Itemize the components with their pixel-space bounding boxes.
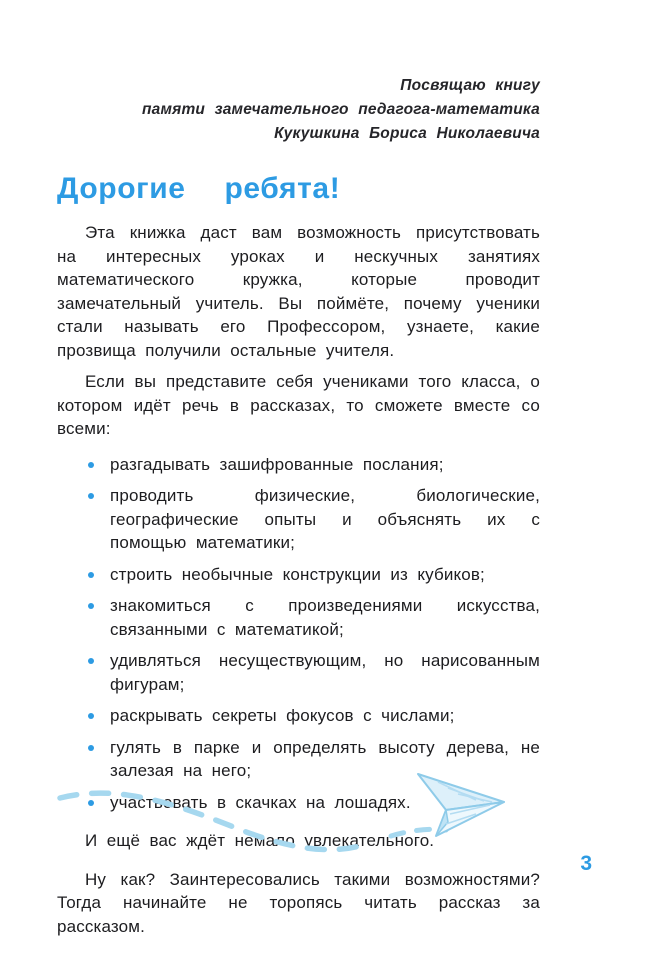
list-item: участвовать в скачках на лошадях. [110,791,540,815]
dedication-line-1: Посвящаю книгу [400,77,540,94]
page-number: 3 [580,852,592,875]
list-item: строить необычные конструкции из кубиков; [110,563,540,587]
intro-paragraph-1: Эта книжка даст вам возможность присутствовать на интересных уроках и нескучных занятиях математического кружка, которые проводит замечательный учитель. Вы поймёте, почему ученики стали называть его Профессором, узнаете, какие прозвища получили остальные учителя. [57,223,540,360]
dedication-line-3: Кукушкина Бориса Николаевича [274,125,540,142]
dedication [57,74,540,146]
list-item: гулять в парке и определять высоту дерева, не залезая на него; [110,736,540,783]
list-item: знакомиться с произведениями искусства, связанными с математикой; [110,594,540,641]
page-title: Дорогие ребята! [57,172,341,205]
outro-paragraph-2: Ну как? Заинтересовались такими возможностями? Тогда начинайте не торопясь читать рассказ за рассказом. [57,869,540,936]
list-item: удивляться несуществующим, но нарисованным фигурам; [110,649,540,696]
intro-paragraph-2: Если вы представите себя учениками того класса, о котором идёт речь в рассказах, то сможете вместе со всеми: [57,372,540,438]
outro-paragraph-1: И ещё вас ждёт немало увлекательного. [85,831,435,850]
list-item: раскрывать секреты фокусов с числами; [110,704,540,728]
list-item: проводить физические, биологические, географические опыты и объяснять их с помощью математики; [110,484,540,555]
dedication-line-2: памяти замечательного педагога-математика [141,101,540,118]
activities-list [57,453,540,815]
list-item: разгадывать зашифрованные послания; [110,453,540,477]
